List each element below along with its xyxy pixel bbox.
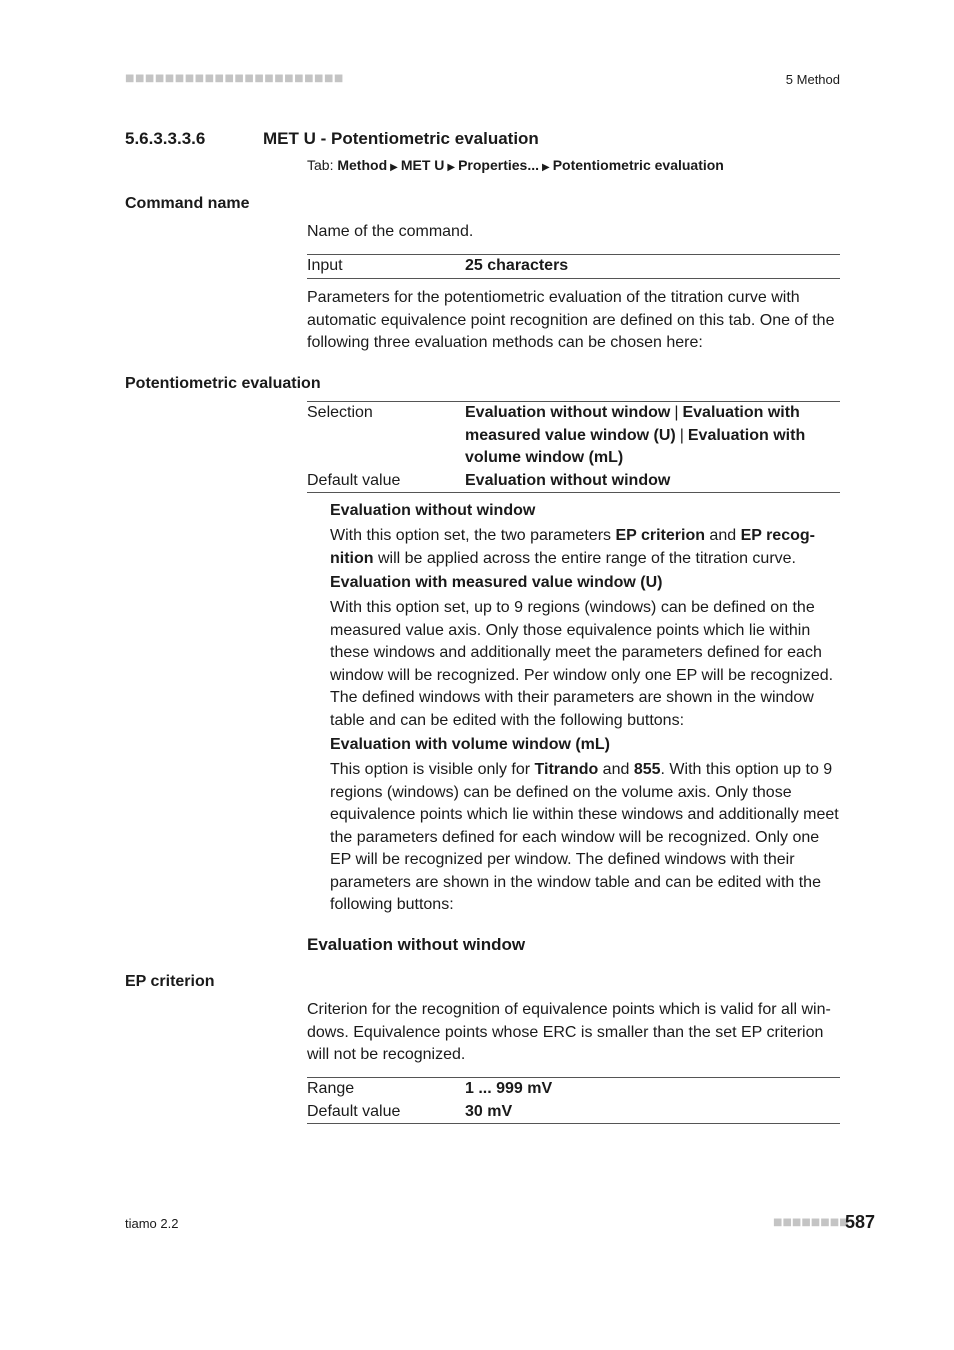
arrow-right-icon: ▶ bbox=[390, 162, 398, 173]
tab-prefix: Tab: bbox=[307, 157, 334, 173]
range-table bbox=[307, 1077, 840, 1124]
separator: | bbox=[674, 404, 679, 421]
default-value: Evaluation without window bbox=[465, 471, 671, 489]
selection-table bbox=[307, 401, 840, 493]
footer-decoration: ■■■■■■■■ bbox=[773, 1217, 849, 1228]
path-item: MET U bbox=[400, 157, 445, 173]
option-text: With this option set, the two parameters bbox=[330, 527, 616, 544]
product-name: tiamo 2.2 bbox=[125, 1216, 179, 1231]
section-number: 5.6.3.3.3.6 bbox=[125, 129, 206, 148]
separator: | bbox=[679, 426, 684, 444]
section-title: MET U - Potentiometric evaluation bbox=[263, 129, 539, 148]
chapter-title: 5 Method bbox=[785, 72, 840, 87]
selection-option: Evaluation with volume window (mL) bbox=[465, 426, 806, 466]
intro-paragraph: Parameters for the potentiometric evaluation of the titration curve with automatic equivalence point recognition are defined on this tab. One of the following three evaluation methods can be chosen here: bbox=[307, 289, 835, 351]
input-key: Input bbox=[307, 257, 343, 274]
range-key: Range bbox=[307, 1080, 355, 1097]
potentiometric-label: Potentiometric evaluation bbox=[125, 375, 321, 392]
option-text: will be applied across the entire range of the titration curve. bbox=[373, 549, 796, 567]
default-key: Default value bbox=[307, 471, 401, 489]
ep-criterion-desc: Criterion for the recognition of equivalence points which is valid for all win-dows. Equivalence points whose ERC is smaller than the set EP criterion will not be recognized. bbox=[307, 1001, 831, 1063]
selection-option: Evaluation with measured value window (U) bbox=[465, 404, 800, 444]
option-strong: 855 bbox=[633, 761, 661, 778]
option-text: and bbox=[704, 527, 741, 544]
arrow-right-icon: ▶ bbox=[542, 162, 550, 173]
option-body bbox=[330, 525, 841, 570]
default-key: Default value bbox=[307, 1102, 401, 1120]
arrow-right-icon: ▶ bbox=[447, 162, 456, 173]
option-body: With this option set, up to 9 regions (windows) can be defined on the measured value axis. Only those equivalence points which lie within these windows and additionally meet the parameters defined for each window will be recognized. Per window only one EP will be recognized. The defined windows with their parameters are shown in the window table and can be edited with the following buttons: bbox=[330, 599, 834, 729]
path-item: Potentiometric evaluation bbox=[552, 157, 724, 173]
option-text: and bbox=[598, 761, 634, 778]
selection-key: Selection bbox=[307, 404, 373, 421]
option-strong: EP recog-nition bbox=[330, 527, 815, 567]
selection-values bbox=[465, 402, 840, 470]
option-strong: EP criterion bbox=[615, 527, 705, 544]
option-title: Evaluation with volume window (mL) bbox=[330, 736, 611, 753]
command-name-desc: Name of the command. bbox=[307, 223, 474, 240]
selection-option: Evaluation without window bbox=[465, 404, 671, 421]
path-item: Properties... bbox=[458, 157, 540, 173]
command-name-label: Command name bbox=[125, 195, 250, 212]
page-number: 587 bbox=[845, 1212, 876, 1232]
input-value: 25 characters bbox=[465, 257, 569, 274]
range-value: 1 ... 999 mV bbox=[465, 1080, 553, 1097]
option-strong: Titrando bbox=[534, 761, 599, 778]
subheading: Evaluation without window bbox=[307, 935, 526, 954]
tab-path bbox=[307, 157, 724, 173]
option-title: Evaluation without window bbox=[330, 502, 536, 519]
option-title: Evaluation with measured value window (U) bbox=[330, 574, 663, 591]
input-table bbox=[307, 254, 840, 279]
default-value: 30 mV bbox=[465, 1102, 513, 1120]
header-decoration: ■■■■■■■■■■■■■■■■■■■■■■ bbox=[125, 73, 344, 84]
option-text: This option is visible only for bbox=[330, 761, 535, 778]
path-item: Method bbox=[337, 157, 388, 173]
option-text: . With this option up to 9 regions (windows) can be defined on the volume axis. Only those equivalence points which lie within these windows and additionally meet the parameters defined for each window will be recognized. Only one EP will be recognized per window. The defined windows with their parameters are shown in the window table and can be edited with the following buttons: bbox=[330, 761, 839, 913]
option-body bbox=[330, 759, 841, 917]
ep-criterion-label: EP criterion bbox=[125, 973, 215, 990]
